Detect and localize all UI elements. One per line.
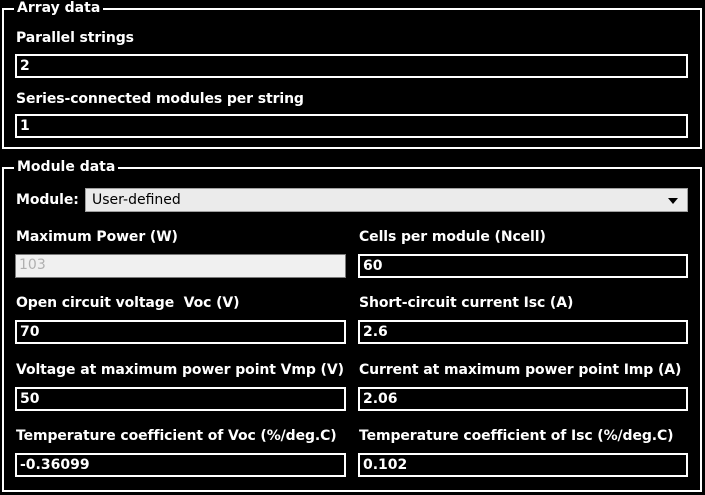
temp-coeff-isc-input[interactable]: 0.102 bbox=[358, 453, 688, 477]
module-label: Module: bbox=[16, 192, 79, 208]
module-data-legend: Module data bbox=[14, 159, 118, 175]
max-power-input: 103 bbox=[15, 254, 346, 278]
temp-coeff-isc-label: Temperature coefficient of Isc (%/deg.C) bbox=[359, 428, 674, 444]
temp-coeff-voc-input[interactable]: -0.36099 bbox=[15, 453, 346, 477]
imp-input[interactable]: 2.06 bbox=[358, 387, 688, 411]
temp-coeff-voc-label: Temperature coefficient of Voc (%/deg.C) bbox=[16, 428, 337, 444]
series-modules-label: Series-connected modules per string bbox=[16, 91, 304, 107]
max-power-label: Maximum Power (W) bbox=[16, 229, 178, 245]
chevron-down-icon bbox=[668, 198, 678, 204]
cells-per-module-label: Cells per module (Ncell) bbox=[359, 229, 546, 245]
series-modules-input[interactable]: 1 bbox=[15, 114, 688, 138]
voc-label: Open circuit voltage Voc (V) bbox=[16, 295, 240, 311]
vmp-label: Voltage at maximum power point Vmp (V) bbox=[16, 362, 344, 378]
isc-label: Short-circuit current Isc (A) bbox=[359, 295, 574, 311]
isc-input[interactable]: 2.6 bbox=[358, 320, 688, 344]
vmp-input[interactable]: 50 bbox=[15, 387, 346, 411]
parallel-strings-input[interactable]: 2 bbox=[15, 54, 688, 78]
voc-input[interactable]: 70 bbox=[15, 320, 346, 344]
array-data-legend: Array data bbox=[14, 0, 103, 16]
cells-per-module-input[interactable]: 60 bbox=[358, 254, 688, 278]
module-select[interactable] bbox=[85, 188, 688, 212]
parallel-strings-label: Parallel strings bbox=[16, 30, 134, 46]
imp-label: Current at maximum power point Imp (A) bbox=[359, 362, 682, 378]
module-select-value: User-defined bbox=[92, 192, 181, 208]
